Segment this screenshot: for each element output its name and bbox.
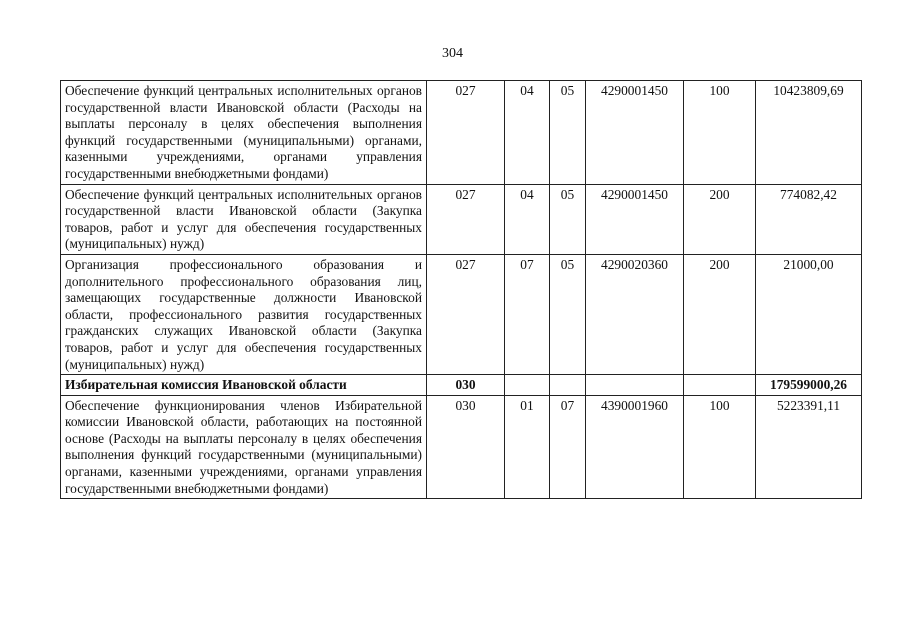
row-amount: 10423809,69 [756, 81, 862, 185]
row-section: 04 [505, 184, 550, 254]
row-target-article: 4290020360 [586, 254, 684, 374]
table-row [61, 254, 862, 374]
row-subsection [550, 375, 586, 396]
table-row-total [61, 375, 862, 396]
row-amount: 774082,42 [756, 184, 862, 254]
table-row [61, 395, 862, 499]
row-expense-type: 200 [684, 254, 756, 374]
row-expense-type: 200 [684, 184, 756, 254]
row-section: 04 [505, 81, 550, 185]
row-subsection: 05 [550, 81, 586, 185]
row-code: 027 [427, 254, 505, 374]
row-description: Обеспечение функций центральных исполнительных органов государственной власти Ивановской области (Закупка товаров, работ и услуг для обеспечения государственных (муниципальных) нужд) [61, 184, 427, 254]
row-code: 027 [427, 184, 505, 254]
row-target-article: 4390001960 [586, 395, 684, 499]
row-description: Избирательная комиссия Ивановской области [61, 375, 427, 396]
row-amount: 21000,00 [756, 254, 862, 374]
row-description: Обеспечение функций центральных исполнительных органов государственной власти Ивановской области (Расходы на выплаты персоналу в целях обеспечения выполнения функций государственными (муниципальными) органами, казенными учреждениями, органами управления государственными внебюджетными фондами) [61, 81, 427, 185]
row-amount: 5223391,11 [756, 395, 862, 499]
row-amount: 179599000,26 [756, 375, 862, 396]
row-code: 030 [427, 375, 505, 396]
row-expense-type: 100 [684, 81, 756, 185]
row-section [505, 375, 550, 396]
row-target-article [586, 375, 684, 396]
page-number: 304 [442, 46, 463, 61]
row-description: Обеспечение функционирования членов Избирательной комиссии Ивановской области, работающих на постоянной основе (Расходы на выплаты персоналу в целях обеспечения выполнения функций государственными (муниципальными) органами, казенными учреждениями, органами управления государственными внебюджетными фондами) [61, 395, 427, 499]
table-row [61, 184, 862, 254]
row-code: 030 [427, 395, 505, 499]
row-target-article: 4290001450 [586, 184, 684, 254]
row-code: 027 [427, 81, 505, 185]
row-section: 01 [505, 395, 550, 499]
row-expense-type: 100 [684, 395, 756, 499]
row-subsection: 05 [550, 184, 586, 254]
row-description: Организация профессионального образования и дополнительного профессионального образования лиц, замещающих государственные должности Ивановской области, профессионального развития государственных гражданских служащих Ивановской области (Закупка товаров, работ и услуг для обеспечения государственных (муниципальных) нужд) [61, 254, 427, 374]
row-subsection: 05 [550, 254, 586, 374]
row-subsection: 07 [550, 395, 586, 499]
row-target-article: 4290001450 [586, 81, 684, 185]
budget-table [60, 80, 862, 499]
table-row [61, 81, 862, 185]
row-section: 07 [505, 254, 550, 374]
row-expense-type [684, 375, 756, 396]
